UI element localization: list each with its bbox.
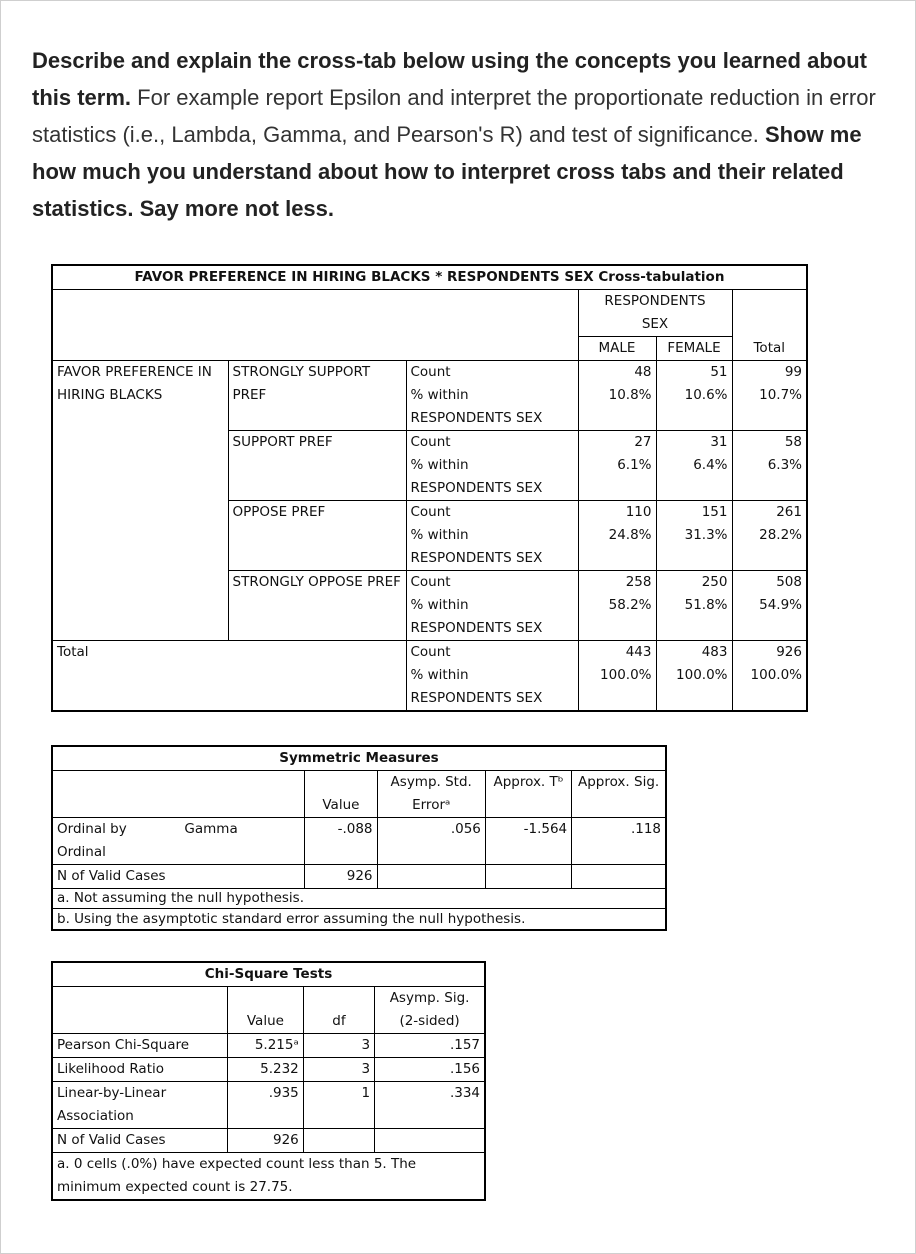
cell-total-pct: 10.7%: [732, 384, 807, 430]
col-total-header: Total: [732, 290, 807, 361]
pct-label: % within RESPONDENTS SEX: [406, 594, 578, 641]
note-b: b. Using the asymptotic standard error assuming the null hypothesis.: [52, 909, 666, 931]
cell-female-count: 31: [656, 431, 732, 455]
count-label: Count: [406, 431, 578, 455]
cell-female-count: 51: [656, 361, 732, 385]
cell-female-count: 483: [656, 641, 732, 665]
row-label: STRONGLY SUPPORT PREF: [228, 361, 406, 431]
row-label: OPPOSE PREF: [228, 501, 406, 571]
test-sig: .156: [375, 1058, 485, 1082]
cell-female-pct: 100.0%: [656, 664, 732, 709]
test-df: 3: [303, 1058, 374, 1082]
symmetric-title: Symmetric Measures: [52, 746, 666, 771]
cell-male-pct: 58.2%: [578, 594, 656, 640]
cell-female-count: 250: [656, 571, 732, 595]
header-approx-t: Approx. Tᵇ: [485, 771, 571, 818]
prompt-normal-1: For example report Epsilon and interpret the proportionate reduction in error statistics (i.e., Lambda, Gamma, and Pearson's R) and test of significance.: [32, 85, 876, 147]
cell-total-pct: 54.9%: [732, 594, 807, 640]
test-sig: .157: [375, 1034, 485, 1058]
count-label: Count: [406, 641, 578, 665]
cell-female-pct: 51.8%: [656, 594, 732, 640]
test-label: Likelihood Ratio: [52, 1058, 228, 1082]
symmetric-measures-table: [51, 745, 667, 931]
test-sig: .334: [375, 1082, 485, 1129]
gamma-value: -.088: [305, 818, 377, 865]
cell-total-count: 261: [732, 501, 807, 525]
test-df: 3: [303, 1034, 374, 1058]
assignment-prompt: [32, 42, 892, 227]
header-df: df: [303, 987, 374, 1034]
cell-total-pct: 28.2%: [732, 524, 807, 570]
total-row-label: Total: [52, 641, 406, 712]
cell-male-count: 110: [578, 501, 656, 525]
header-value: Value: [305, 771, 377, 818]
chi-square-note: a. 0 cells (.0%) have expected count less than 5. The minimum expected count is 27.75.: [52, 1153, 485, 1201]
row-label: STRONGLY OPPOSE PREF: [228, 571, 406, 641]
test-value: .935: [228, 1082, 304, 1129]
prompt-bold-2: Show me how much you understand about how to interpret cross tabs and their related statistics. Say more not less.: [32, 122, 862, 221]
prompt-bold-1: Describe and explain the cross-tab below using the concepts you learned about this term.: [32, 48, 867, 110]
note-a: a. Not assuming the null hypothesis.: [52, 889, 666, 909]
cell-total-pct: 100.0%: [732, 664, 807, 709]
count-label: Count: [406, 501, 578, 525]
header-approx-sig: Approx. Sig.: [572, 771, 666, 818]
cell-male-count: 48: [578, 361, 656, 385]
cell-total-count: 99: [732, 361, 807, 385]
count-label: Count: [406, 361, 578, 385]
cell-male-count: 258: [578, 571, 656, 595]
header-value: Value: [228, 987, 304, 1034]
test-label: Pearson Chi-Square: [57, 1037, 190, 1053]
n-valid-label: N of Valid Cases: [52, 865, 305, 889]
crosstab-corner: [52, 290, 578, 361]
row-variable-label: FAVOR PREFERENCE IN HIRING BLACKS: [57, 364, 212, 403]
col-male-header: MALE: [578, 337, 656, 361]
n-valid-value: 926: [305, 865, 377, 889]
test-label: Linear-by-Linear Association: [52, 1082, 228, 1129]
cell-male-pct: 100.0%: [578, 664, 656, 709]
cell-male-count: 443: [578, 641, 656, 665]
cell-male-pct: 24.8%: [578, 524, 656, 570]
test-df: 1: [303, 1082, 374, 1129]
n-valid-label: N of Valid Cases: [52, 1129, 228, 1153]
gamma-label: Gamma: [184, 821, 238, 837]
test-value: 5.215ᵃ: [228, 1034, 304, 1058]
cell-male-count: 27: [578, 431, 656, 455]
cell-male-pct: 10.8%: [578, 384, 656, 430]
count-label: Count: [406, 571, 578, 595]
col-group-header: RESPONDENTS SEX: [578, 290, 732, 337]
col-female-header: FEMALE: [656, 337, 732, 361]
cell-male-pct: 6.1%: [578, 454, 656, 500]
cell-total-count: 58: [732, 431, 807, 455]
crosstab-table: [51, 264, 808, 712]
cell-total-pct: 6.3%: [732, 454, 807, 500]
cell-total-count: 926: [732, 641, 807, 665]
n-valid-value: 926: [228, 1129, 304, 1153]
cell-total-count: 508: [732, 571, 807, 595]
chi-square-table: [51, 961, 486, 1201]
gamma-t: -1.564: [485, 818, 571, 865]
cell-female-pct: 10.6%: [656, 384, 732, 430]
pct-label: % within RESPONDENTS SEX: [406, 524, 578, 571]
header-asymp-sig: Asymp. Sig. (2-sided): [375, 987, 485, 1034]
gamma-sig: .118: [572, 818, 666, 865]
test-value: 5.232: [228, 1058, 304, 1082]
pct-label: % within RESPONDENTS SEX: [406, 454, 578, 501]
ordinal-by-ordinal-label: Ordinal by Ordinal: [57, 821, 127, 860]
crosstab-title: FAVOR PREFERENCE IN HIRING BLACKS * RESPONDENTS SEX Cross-tabulation: [52, 265, 807, 290]
header-asymp-std-error: Asymp. Std. Errorᵃ: [377, 771, 485, 818]
gamma-ase: .056: [377, 818, 485, 865]
row-label: SUPPORT PREF: [228, 431, 406, 501]
chi-square-title: Chi-Square Tests: [52, 962, 485, 987]
cell-female-pct: 6.4%: [656, 454, 732, 500]
cell-female-count: 151: [656, 501, 732, 525]
pct-label: % within RESPONDENTS SEX: [406, 664, 578, 711]
pct-label: % within RESPONDENTS SEX: [406, 384, 578, 431]
cell-female-pct: 31.3%: [656, 524, 732, 570]
